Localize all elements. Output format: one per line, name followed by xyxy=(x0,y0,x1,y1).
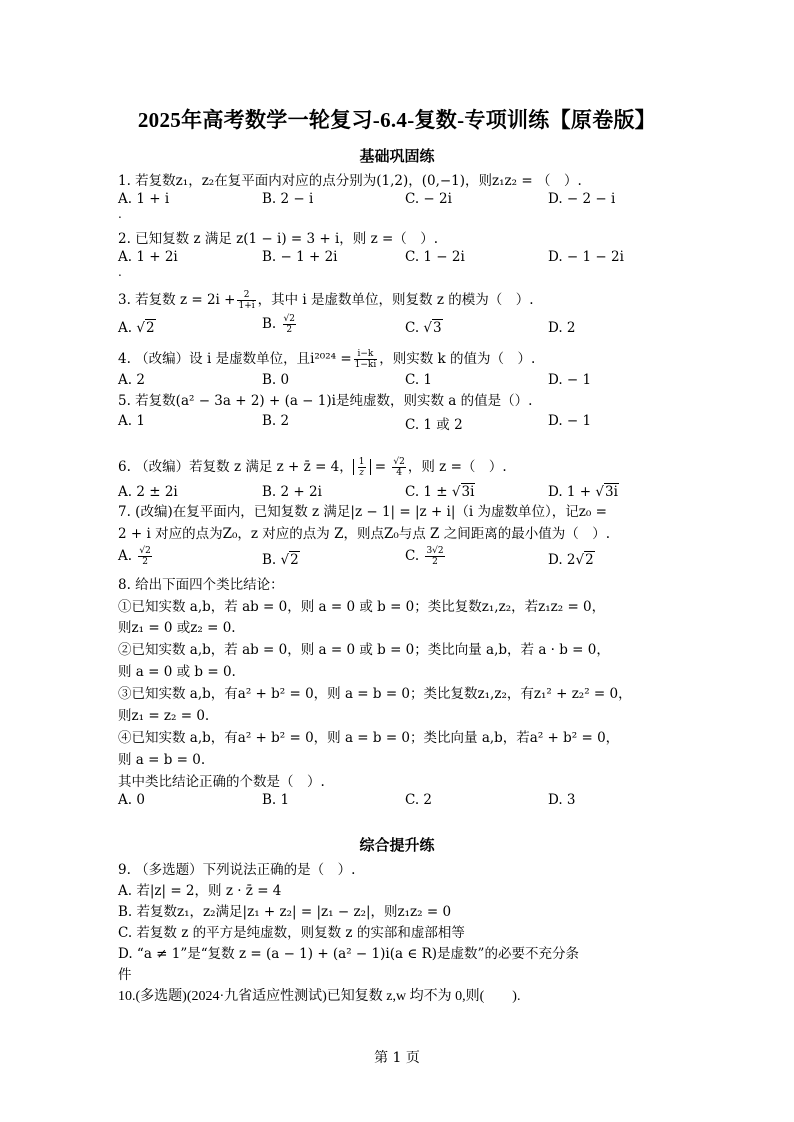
question-9-option-c: C. 若复数 z 的平方是纯虚数，则复数 z 的实部和虚部相等 xyxy=(118,925,465,941)
option-d: D. 1 + √3i xyxy=(548,484,618,500)
option-a: A. 1 xyxy=(118,413,145,429)
question-9-option-a: A. 若|z| = 2，则 z · z̄ = 4 xyxy=(118,883,282,899)
question-10-stem: 10.(多选题)(2024·九省适应性测试)已知复数 z,w 均不为 0,则( ). xyxy=(118,989,521,1004)
question-9-stem: 9. （多选题）下列说法正确的是（ ）. xyxy=(118,862,356,878)
question-6-stem: 6. （改编）若复数 z 满足 z + z̄ = 4， $\frac{1}{z}$ = $\frac{√2}{4}$ ，则 z =（ ）. xyxy=(118,457,507,478)
option-d: D. − 1 xyxy=(548,413,592,429)
page-number: 第 1 页 xyxy=(374,1050,420,1066)
option-b: B. $\frac{√2}{2}$ xyxy=(262,314,295,335)
option-a: A. √2 xyxy=(118,320,155,336)
question-9-option-d-cont: 件 xyxy=(118,967,132,983)
question-5-stem: 5. 若复数(a² − 3a + 2) + (a − 1)i是纯虚数，则实数 a 的值是（）. xyxy=(118,393,533,409)
question-8-line-7: ④已知实数 a,b，有a² + b² = 0，则 a = b = 0；类比向量 a,b，若a² + b² = 0， xyxy=(118,730,620,746)
option-c: C. 1 ± √3i xyxy=(405,484,475,500)
question-5-options xyxy=(118,413,688,431)
question-9-option-d: D. “a ≠ 1”是“复数 z = (a − 1) + (a² − 1)i(a ∈ R)是虚数”的必要不充分条 xyxy=(118,946,579,962)
question-1-stem: 1. 若复数z₁，z₂在复平面内对应的点分别为(1,2)，(0,−1)，则z₁z₂ = （ ）. xyxy=(118,173,582,189)
question-8-line-1: ①已知实数 a,b，若 ab = 0，则 a = 0 或 b = 0；类比复数z₁,z₂，若z₁z₂ = 0， xyxy=(118,599,606,615)
question-4-options xyxy=(118,372,688,390)
option-a: A. 2 xyxy=(118,372,145,388)
option-b: B. − 1 + 2i xyxy=(262,249,338,265)
option-d: D. − 1 xyxy=(548,372,592,388)
option-c: C. 1 xyxy=(405,372,433,388)
question-8-options xyxy=(118,792,688,810)
question-2-stem: 2. 已知复数 z 满足 z(1 − i) = 3 + i，则 z =（ ）. xyxy=(118,231,439,247)
question-2-options xyxy=(118,249,688,267)
option-c: C. √3 xyxy=(405,320,442,336)
option-d: D. − 2 − i xyxy=(548,191,616,207)
question-8-line-4: 则 a = 0 或 b = 0. xyxy=(118,664,236,680)
option-a: A. 0 xyxy=(118,792,145,808)
document-title: 2025年高考数学一轮复习-6.4-复数-专项训练【原卷版】 xyxy=(137,108,657,132)
question-3-stem: 3. 若复数 z = 2i + $\frac{2}{1+i}$ ，其中 i 是虚数单位，则复数 z 的模为（ ）. xyxy=(118,290,534,311)
option-b: B. 2 + 2i xyxy=(262,484,322,500)
option-b: B. √2 xyxy=(262,552,299,568)
question-8-line-5: ③已知实数 a,b，有a² + b² = 0，则 a = b = 0；类比复数z₁,z₂，有z₁² + z₂² = 0， xyxy=(118,686,632,702)
option-d: D. 2 xyxy=(548,320,576,336)
question-8-line-8: 则 a = b = 0. xyxy=(118,752,206,768)
question-7-line-1: 7. (改编)在复平面内，已知复数 z 满足|z − 1| = |z + i|（i 为虚数单位），记z₀ = xyxy=(118,504,607,520)
question-3-options xyxy=(118,314,688,338)
option-a: A. $\frac{√2}{2}$ xyxy=(118,546,151,567)
option-c: C. 1 或 2 xyxy=(405,417,463,433)
option-a: A. 2 ± 2i xyxy=(118,484,178,500)
option-d: D. 2√2 xyxy=(548,552,594,568)
option-c: C. − 2i xyxy=(405,191,452,207)
section-heading-basic: 基础巩固练 xyxy=(359,147,435,165)
option-c: C. 1 − 2i xyxy=(405,249,465,265)
section-heading-advanced: 综合提升练 xyxy=(359,836,435,854)
question-8-line-6: 则z₁ = z₂ = 0. xyxy=(118,708,210,724)
question-4-stem: 4. （改编）设 i 是虚数单位，且i²⁰²⁴ = $\frac{i-k}{1-ki}$ ，则实数 k 的值为（ ）. xyxy=(118,349,536,370)
option-d: D. 3 xyxy=(548,792,576,808)
question-6-options xyxy=(118,484,688,502)
question-7-options xyxy=(118,546,688,570)
question-8-line-3: ②已知实数 a,b，若 ab = 0，则 a = 0 或 b = 0；类比向量 a,b，若 a · b = 0， xyxy=(118,642,610,658)
question-1-options xyxy=(118,191,688,209)
option-a: A. 1 + 2i xyxy=(118,249,178,265)
option-b: B. 2 xyxy=(262,413,290,429)
question-7-line-2: 2 + i 对应的点为Z₀，z 对应的点为 Z，则点Z₀与点 Z 之间距离的最小值为（ ）. xyxy=(118,526,611,542)
option-d: D. − 1 − 2i xyxy=(548,249,624,265)
option-b: B. 0 xyxy=(262,372,290,388)
question-9-option-b: B. 若复数z₁，z₂满足|z₁ + z₂| = |z₁ − z₂|，则z₁z₂ = 0 xyxy=(118,904,452,920)
option-c: C. 2 xyxy=(405,792,433,808)
option-b: B. 1 xyxy=(262,792,290,808)
option-c: C. $\frac{3√2}{2}$ xyxy=(405,546,444,567)
document-page: 2025年高考数学一轮复习-6.4-复数-专项训练【原卷版】 基础巩固练 1. 若复数z₁，z₂在复平面内对应的点分别为(1,2)，(0,−1)，则z₁z₂ = （ ）. A. 1 + i B. 2 − i C. − 2i D. − 2 − i . 2. 已知复数 z 满足 z(1 − i) = 3 + i，则 z =（ ）. A. 1 + 2i B. − 1 + 2i C. 1 − 2i D. − 1 − 2i . 3. 若复数 z = 2i + $\frac{2}{1+i}$ ，其中 i 是虚数单位，则复数 z 的模为（ ）. A. √2 B. $\frac{√2}{2}$ C. √3 D. 2 4. （改编）设 i 是虚数单位，且i²⁰²⁴ = $\frac{i-k}{1-ki}$ ，则实数 k 的值为（ ）. A. 2 B. 0 C. 1 D. − 1 5. 若复数(a² − 3a + 2) + (a − 1)i是纯虚数，则实数 a 的值是（）. A. 1 B. 2 C. 1 或 2 D. − 1 6. （改编）若复数 z 满足 z + z̄ = 4， $\frac{1}{z}$ = $\frac{√2}{4}$ ，则 z =（ ）. A. 2 ± 2i B. 2 + 2i C. 1 ± √3i D. 1 + √3i 7. (改编)在复平面内，已知复数 z 满足|z − 1| = |z + i|（i 为虚数单位），记z₀ = 2 + i 对应的点为Z₀，z 对应的点为 Z，则点Z₀与点 Z 之间距离的最小值为（ ）. A. $\frac{√2}{2}$ B. √2 C. $\frac{3√2}{2}$ D. 2√2 8. 给出下面四个类比结论： ①已知实数 a,b，若 ab = 0，则 a = 0 或 b = 0；类比复数z₁,z₂，若z₁z₂ = 0， 则z₁ = 0 或z₂ = 0. ②已知实数 a,b，若 ab = 0，则 a = 0 或 b = 0；类比向量 a,b，若 a · b = 0， 则 a = 0 或 b = 0. ③已知实数 a,b，有a² + b² = 0，则 a = b = 0；类比复数z₁,z₂，有z₁² + z₂² = 0， 则z₁ = z₂ = 0. ④已知实数 a,b，有a² + b² = 0，则 a = b = 0；类比向量 a,b，若a² + b² = 0， 则 a = b = 0. 其中类比结论正确的个数是（ ）. A. 0 B. 1 C. 2 D. 3 综合提升练 9. （多选题）下列说法正确的是（ ）. A. 若|z| = 2，则 z · z̄ = 4 B. 若复数z₁，z₂满足|z₁ + z₂| = |z₁ − z₂|，则z₁z₂ = 0 C. 若复数 z 的平方是纯虚数，则复数 z 的实部和虚部相等 D. “a ≠ 1”是“复数 z = (a − 1) + (a² − 1)i(a ∈ R)是虚数”的必要不充分条 件 10.(多选题)(2024·九省适应性测试)已知复数 z,w 均不为 0,则( ). 第 1 页 xyxy=(0,0,794,1122)
question-8-line-9: 其中类比结论正确的个数是（ ）. xyxy=(118,774,325,790)
option-a: A. 1 + i xyxy=(118,191,170,207)
question-8-stem: 8. 给出下面四个类比结论： xyxy=(118,577,284,593)
question-8-line-2: 则z₁ = 0 或z₂ = 0. xyxy=(118,620,236,636)
option-b: B. 2 − i xyxy=(262,191,314,207)
